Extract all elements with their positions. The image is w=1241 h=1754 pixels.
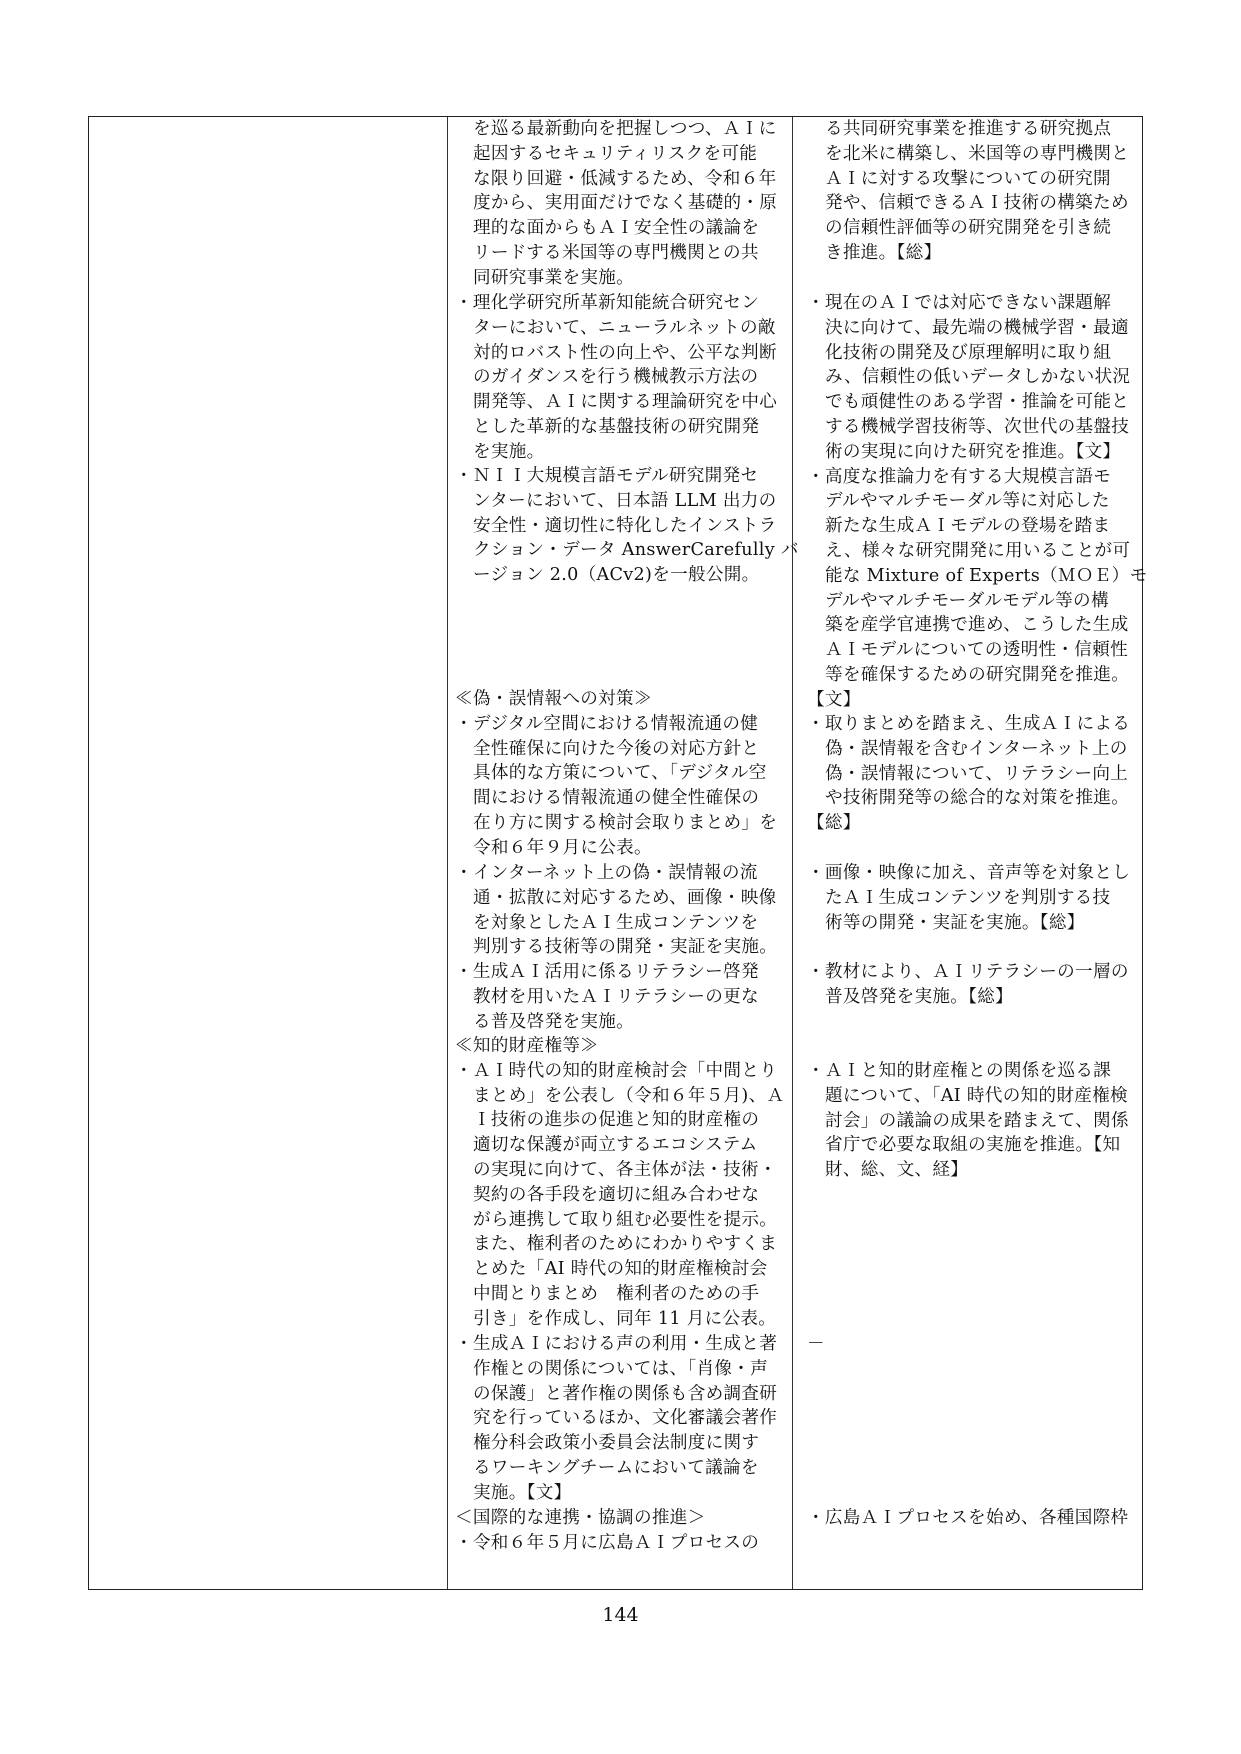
text-line: や技術開発等の総合的な対策を推進。 — [825, 788, 1130, 809]
text-line: 度から、実用面だけでなく基礎的・原 — [473, 193, 778, 214]
text-line: の保護」と著作権の関係も含め調査研 — [473, 1383, 778, 1404]
text-line: 判別する技術等の開発・実証を実施。 — [473, 937, 778, 958]
plan-block-hiroshima-process — [807, 1506, 1143, 1531]
text-line: 偽・誤情報について、リテラシー向上 — [825, 763, 1129, 784]
status-block-voice-copyright — [455, 1332, 800, 1506]
text-line: 新たな生成ＡＩモデルの登場を踏ま — [825, 516, 1111, 537]
text-line: 安全性・適切性に特化したインストラ — [473, 515, 777, 536]
text-line: ージョン 2.0（ACv2)を一般公開。 — [473, 565, 760, 586]
plan-block-misinformation-measures — [807, 712, 1143, 836]
plan-block-dash — [807, 1332, 1143, 1357]
text-line: がら連携して取り組む必要性を提示。 — [473, 1209, 778, 1230]
text-line: 開発等、ＡＩに関する理論研究を中心 — [473, 392, 778, 413]
text-line: 作権との関係については、「肖像・声 — [473, 1358, 769, 1379]
text-line: ターにおいて、ニューラルネットの敵 — [473, 317, 776, 338]
text-line: る普及啓発を実施。 — [473, 1011, 635, 1032]
text-line: 【文】 — [807, 689, 861, 710]
text-line: を実施。 — [473, 441, 545, 462]
column-c-future-direction — [807, 117, 1148, 1589]
text-line: ・インターネット上の偽・誤情報の流 — [455, 863, 758, 883]
text-line: 令和６年９月に公表。 — [473, 837, 652, 858]
text-line: 【総】 — [807, 813, 861, 834]
text-line: ≪偽・誤情報への対策≫ — [455, 689, 652, 709]
status-block-riken-aip — [455, 291, 800, 465]
text-line: 術の実現に向けた研究を推進。【文】 — [825, 441, 1121, 462]
text-line: 起因するセキュリティリスクを可能 — [473, 143, 758, 164]
text-line: のガイダンスを行う機械教示方法の — [473, 367, 759, 388]
table-frame — [88, 116, 1148, 1590]
text-line: 題について、「AI 時代の知的財産権検 — [825, 1085, 1128, 1106]
text-line: え、様々な研究開発に用いることが可 — [825, 540, 1131, 561]
text-line: の信頼性評価等の研究開発を引き続 — [825, 218, 1112, 239]
text-line: を対象としたＡＩ生成コンテンツを — [473, 912, 759, 933]
text-line: ・現在のＡＩでは対応できない課題解 — [807, 293, 1112, 313]
text-line: ・理化学研究所革新知能統合研究セン — [455, 293, 760, 313]
text-line: ・生成ＡＩにおける声の利用・生成と著 — [455, 1334, 778, 1354]
status-block-nii-llm — [455, 464, 800, 588]
text-line: まとめ」を公表し（令和６年５月)、Ａ — [473, 1085, 785, 1106]
text-line: 術等の開発・実証を実施。【総】 — [825, 912, 1085, 933]
plan-block-next-gen-ai — [807, 291, 1148, 713]
text-line: ンターにおいて、日本語 LLM 出力の — [473, 490, 777, 511]
text-line: ・取りまとめを踏まえ、生成ＡＩによる — [807, 714, 1131, 734]
text-line: 省庁で必要な取組の実施を推進。【知 — [825, 1135, 1121, 1156]
text-line: ・広島ＡＩプロセスを始め、各種国際枠 — [807, 1508, 1129, 1528]
text-line: 普及啓発を実施。【総】 — [825, 986, 1014, 1007]
plan-block-literacy — [807, 960, 1143, 1010]
text-line: ・デジタル空間における情報流通の健 — [455, 713, 759, 734]
text-line: とした革新的な基盤技術の研究開発 — [473, 416, 760, 437]
text-line: 発や、信頼できるＡＩ技術の構築ため — [825, 193, 1129, 214]
text-line: 化技術の開発及び原理解明に取り組 — [825, 342, 1112, 363]
text-line: 偽・誤情報を含むインターネット上の — [825, 738, 1128, 759]
text-line: 権分科会政策小委員会法制度に関す — [473, 1433, 760, 1454]
text-line: な限り回避・低減するため、令和６年 — [473, 168, 777, 189]
text-line: 適切な保護が両立するエコシステム — [473, 1135, 758, 1156]
text-line: き推進。【総】 — [825, 242, 942, 263]
text-line: 同研究事業を実施。 — [473, 267, 635, 288]
text-line: 中間とりまとめ 権利者のための手 — [473, 1283, 760, 1304]
page-number: 144 — [602, 1604, 639, 1626]
text-line: ・ＮＩＩ大規模言語モデル研究開発セ — [455, 466, 759, 486]
text-line: ≪知的財産権等≫ — [455, 1036, 599, 1056]
text-line: する機械学習技術等、次世代の基盤技 — [825, 416, 1130, 437]
text-line: 在り方に関する検討会取りまとめ」を — [473, 812, 778, 833]
text-line: デルやマルチモーダルモデル等の構 — [825, 590, 1109, 611]
text-line: 全性確保に向けた今後の対応方針と — [473, 738, 760, 759]
text-line: また、権利者のためにわかりやすくま — [473, 1234, 778, 1255]
status-block-fake-detection — [455, 861, 800, 960]
text-line: 教材を用いたＡＩリテラシーの更な — [473, 986, 759, 1007]
text-line: る共同研究事業を推進する研究拠点 — [825, 119, 1112, 139]
column-b-current-status — [455, 117, 800, 1589]
text-line: ・高度な推論力を有する大規模言語モ — [807, 466, 1112, 487]
text-line: を北米に構築し、米国等の専門機関と — [825, 143, 1130, 164]
text-line: デルやマルチモーダル等に対応した — [825, 491, 1110, 512]
plan-block-detection-tech — [807, 861, 1143, 935]
text-line: 理的な面からもＡＩ安全性の議論を — [473, 218, 760, 239]
text-line: るワーキングチームにおいて議論を — [473, 1457, 759, 1478]
text-line: Ｉ技術の進歩の促進と知的財産権の — [473, 1110, 760, 1131]
text-line: ・教材により、ＡＩリテラシーの一層の — [807, 962, 1129, 982]
status-block-literacy — [455, 960, 800, 1034]
text-line: ・画像・映像に加え、音声等を対象とし — [807, 863, 1131, 883]
text-line: 討会」の議論の成果を踏まえて、関係 — [825, 1110, 1129, 1131]
text-line: ・ＡＩと知的財産権との関係を巡る課 — [807, 1061, 1112, 1081]
text-line: 築を産学官連携で進め、こうした生成 — [825, 615, 1129, 636]
text-line: 対的ロバスト性の向上や、公平な判断 — [473, 342, 777, 363]
text-line: 引き」を作成し、同年 11 月に公表。 — [473, 1308, 777, 1329]
text-line: ・生成ＡＩ活用に係るリテラシー啓発 — [455, 962, 759, 982]
text-line: ＜国際的な連携・協調の推進＞ — [455, 1508, 706, 1528]
text-line: － — [807, 1334, 825, 1354]
text-line: 契約の各手段を適切に組み合わせな — [473, 1184, 760, 1205]
text-line: 能な Mixture of Experts（ＭＯＥ）モ — [825, 565, 1148, 586]
plan-block-ip-relations — [807, 1059, 1143, 1183]
status-block-ai-safety-joint-research — [455, 117, 800, 291]
text-line: リードする米国等の専門機関との共 — [473, 242, 759, 263]
text-line: み、信頼性の低いデータしかない状況 — [825, 367, 1131, 388]
text-line: 財、総、文、経】 — [825, 1160, 969, 1181]
text-line: 究を行っているほか、文化審議会著作 — [473, 1408, 778, 1429]
text-line: クション・データ AnswerCarefully バ — [473, 540, 799, 561]
status-block-international — [455, 1506, 800, 1556]
column-divider-1 — [447, 117, 448, 1589]
text-line: ・令和６年５月に広島ＡＩプロセスの — [455, 1532, 760, 1553]
text-line: 決に向けて、最先端の機械学習・最適 — [825, 317, 1129, 338]
text-line: を巡る最新動向を把握しつつ、ＡＩに — [473, 119, 777, 139]
text-line: たＡＩ生成コンテンツを判別する技 — [825, 887, 1111, 908]
text-line: 実施。【文】 — [473, 1482, 572, 1503]
text-line: でも頑健性のある学習・推論を可能と — [825, 392, 1130, 413]
text-line: 間における情報流通の健全性確保の — [473, 788, 760, 809]
text-line: の実現に向けて、各主体が法・技術・ — [473, 1159, 777, 1180]
plan-block-joint-research-hub — [807, 117, 1143, 266]
text-line: ・ＡＩ時代の知的財産検討会「中間とり — [455, 1060, 778, 1081]
column-a-empty — [89, 117, 447, 1589]
text-line: とめた「AI 時代の知的財産権検討会 — [473, 1259, 768, 1280]
status-block-intellectual-property — [455, 1034, 800, 1332]
text-line: ＡＩモデルについての透明性・信頼性 — [825, 640, 1128, 661]
text-line: 通・拡散に対応するため、画像・映像 — [473, 887, 777, 908]
text-line: 等を確保するための研究開発を推進。 — [825, 664, 1130, 685]
text-line: 具体的な方策について、「デジタル空 — [473, 763, 767, 784]
text-line: ＡＩに対する攻撃についての研究開 — [825, 168, 1111, 189]
status-block-misinformation — [455, 687, 800, 861]
